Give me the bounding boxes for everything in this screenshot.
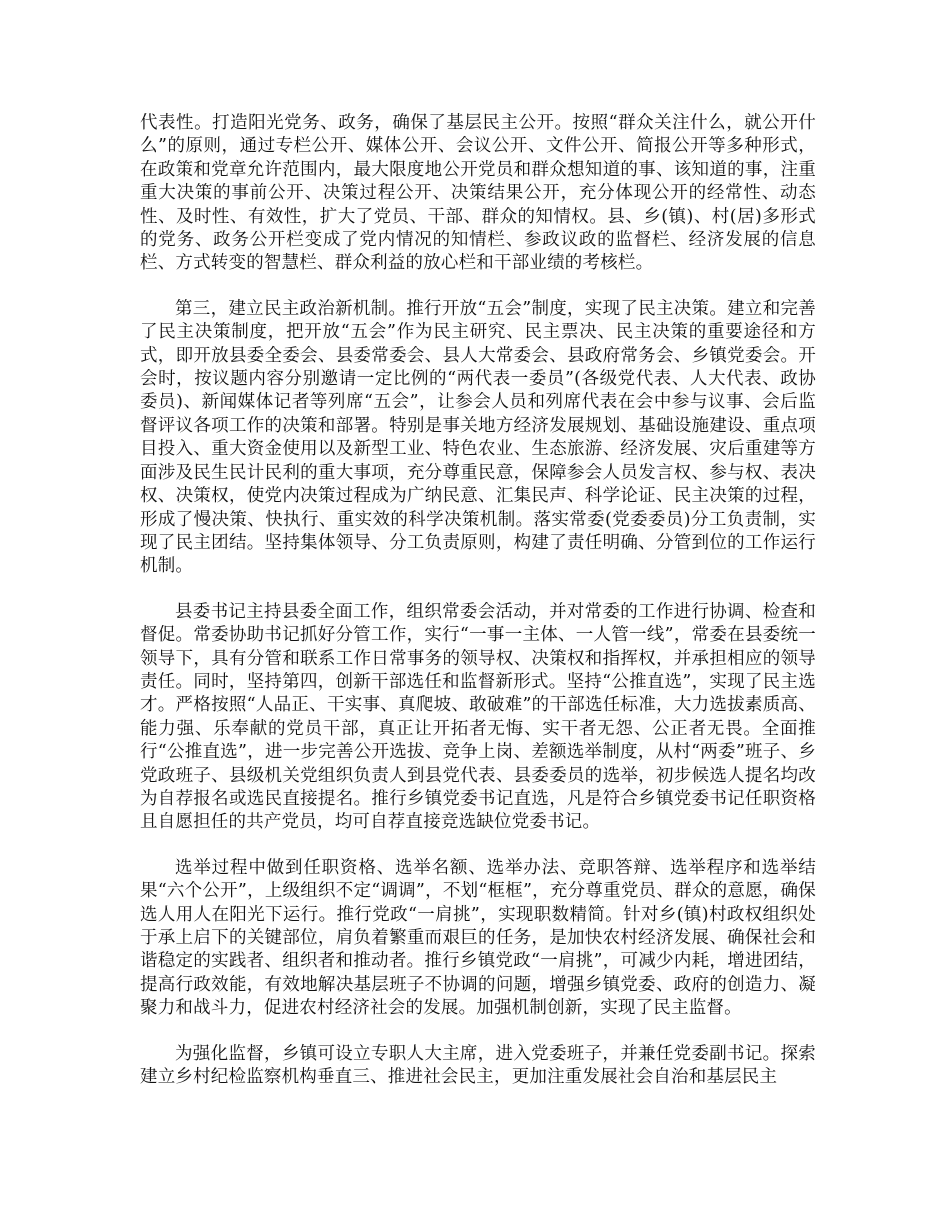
paragraph-3: 县委书记主持县委全面工作，组织常委会活动，并对常委的工作进行协调、检查和督促。常委协助书记抓好分管工作，实行“一事一主体、一人管一线”，常委在县委统一领导下，具有分管和联系工作日常事务的领导权、决策权和指挥权，并承担相应的领导责任。同时，坚持第四，创新干部选任和监督新形式。坚持“公推直选”，实现了民主选才。严格按照“人品正、干实事、真爬坡、敢破难”的干部选任标准，大力选拔素质高、能力强、乐奉献的党员干部，真正让开拓者无悔、实干者无怨、公正者无畏。全面推行“公推直选”，进一步完善公开选拔、竞争上岗、差额选举制度，从村“两委”班子、乡党政班子、县级机关党组织负责人到县党代表、县委委员的选举，初步候选人提名均改为自荐报名或选民直接提名。推行乡镇党委书记直选，凡是符合乡镇党委书记任职资格且自愿担任的共产党员，均可自荐直接竞选缺位党委书记。	[140, 601, 816, 833]
paragraph-2: 第三，建立民主政治新机制。推行开放“五会”制度，实现了民主决策。建立和完善了民主决策制度，把开放“五会”作为民主研究、民主票决、民主决策的重要途径和方式，即开放县委全委会、县委常委会、县人大常委会、县政府常务会、乡镇党委会。开会时，按议题内容分别邀请一定比例的“两代表一委员”(各级党代表、人大代表、政协委员)、新闻媒体记者等列席“五会”，让参会人员和列席代表在会中参与议事、会后监督评议各项工作的决策和部署。特别是事关地方经济发展规划、基础设施建设、重点项目投入、重大资金使用以及新型工业、特色农业、生态旅游、经济发展、灾后重建等方面涉及民生民计民利的重大事项，充分尊重民意，保障参会人员发言权、参与权、表决权、决策权，使党内决策过程成为广纳民意、汇集民声、科学论证、民主决策的过程，形成了慢决策、快执行、重实效的科学决策机制。落实常委(党委委员)分工负责制，实现了民主团结。坚持集体领导、分工负责原则，构建了责任明确、分管到位的工作运行机制。	[140, 298, 816, 577]
paragraph-4: 选举过程中做到任职资格、选举名额、选举办法、竞职答辩、选举程序和选举结果“六个公开”，上级组织不定“调调”，不划“框框”，充分尊重党员、群众的意愿，确保选人用人在阳光下运行。推行党政“一肩挑”，实现职数精简。针对乡(镇)村政权组织处于承上启下的关键部位，肩负着繁重而艰巨的任务，是加快农村经济发展、确保社会和谐稳定的实践者、组织者和推动者。推行乡镇党政“一肩挑”，可减少内耗，增进团结，提高行政效能，有效地解决基层班子不协调的问题，增强乡镇党委、政府的创造力、凝聚力和战斗力，促进农村经济社会的发展。加强机制创新，实现了民主监督。	[140, 857, 816, 1019]
paragraph-5: 为强化监督，乡镇可设立专职人大主席，进入党委班子，并兼任党委副书记。探索建立乡村纪检监察机构垂直三、推进社会民主，更加注重发展社会自治和基层民主	[140, 1043, 816, 1088]
document-body	[140, 112, 816, 1111]
paragraph-1: 代表性。打造阳光党务、政务，确保了基层民主公开。按照“群众关注什么，就公开什么”的原则，通过专栏公开、媒体公开、会议公开、文件公开、简报公开等多种形式，在政策和党章允许范围内，最大限度地公开党员和群众想知道的事、该知道的事，注重重大决策的事前公开、决策过程公开、决策结果公开，充分体现公开的经常性、动态性、及时性、有效性，扩大了党员、干部、群众的知情权。县、乡(镇)、村(居)多形式的党务、政务公开栏变成了党内情况的知情栏、参政议政的监督栏、经济发展的信息栏、方式转变的智慧栏、群众利益的放心栏和干部业绩的考核栏。	[140, 113, 816, 274]
